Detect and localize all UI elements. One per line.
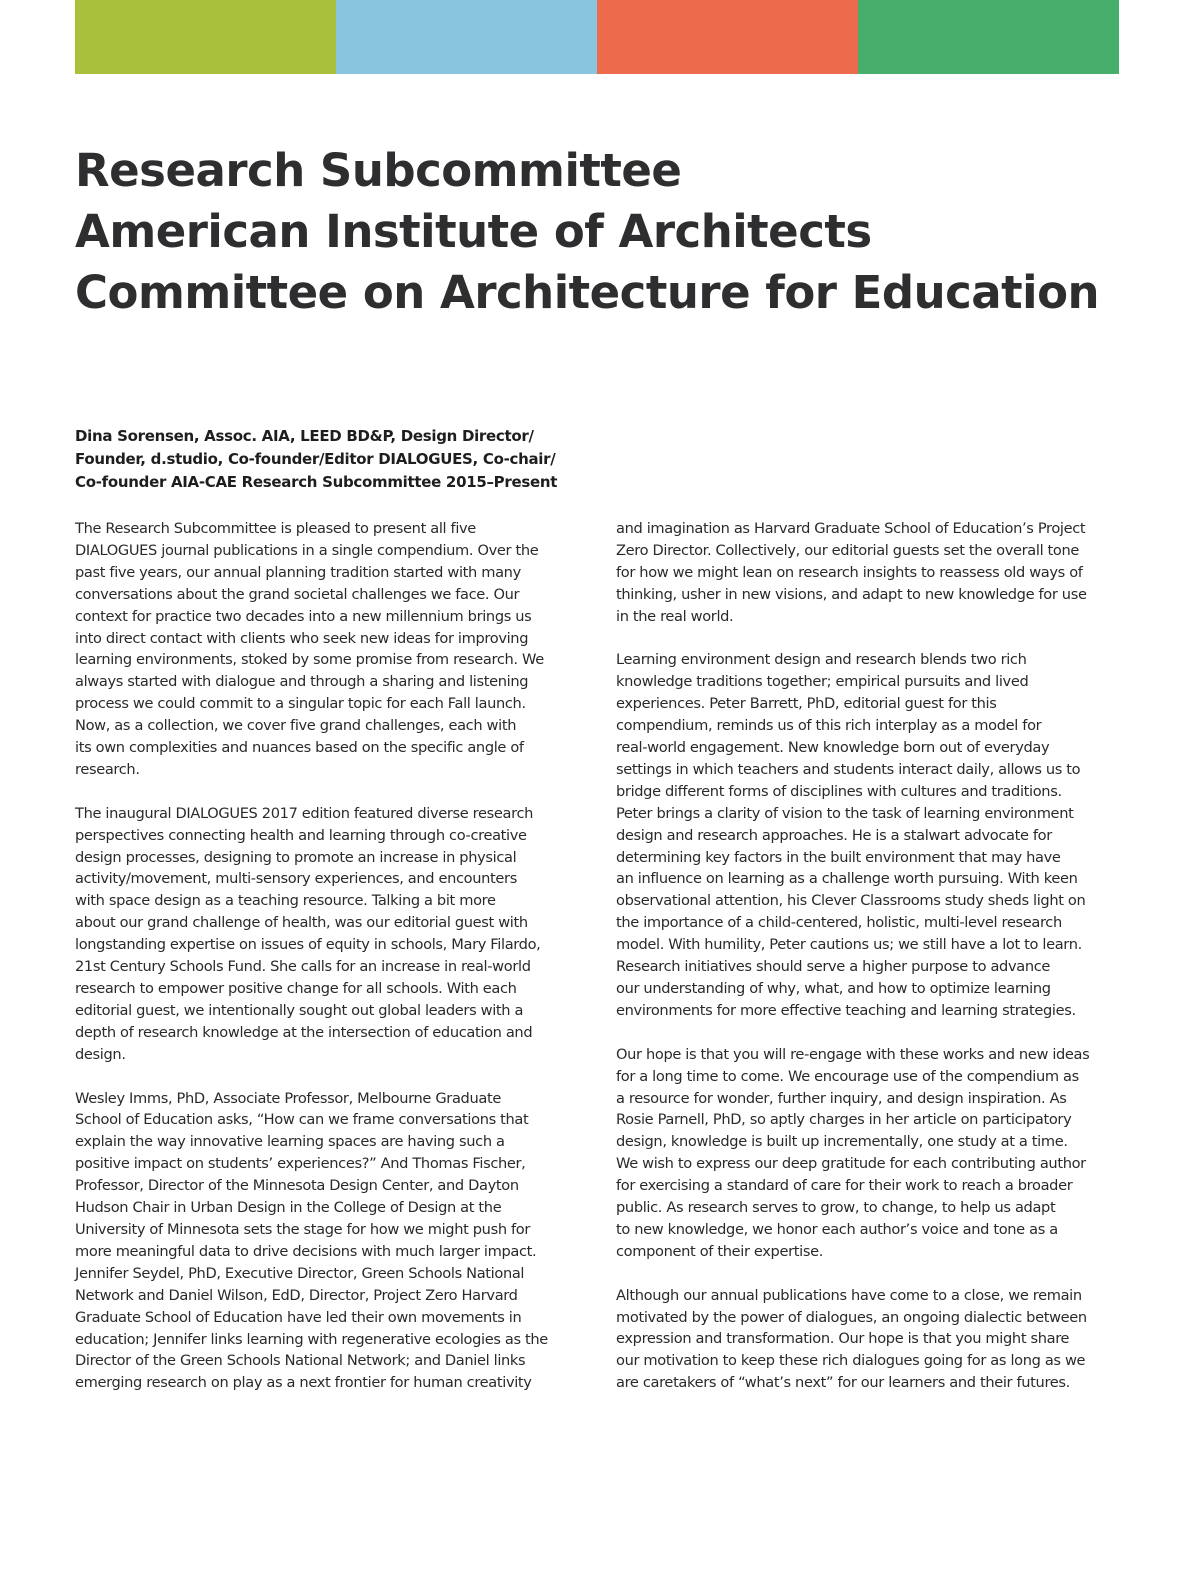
- body-paragraph: [616, 1285, 1131, 1395]
- body-paragraph: [616, 649, 1131, 1021]
- body-paragraph: [75, 518, 590, 781]
- body-text-line: Rosie Parnell, PhD, so aptly charges in her article on participatory: [616, 1111, 1072, 1129]
- body-text-line: Although our annual publications have come to a close, we remain: [616, 1286, 1082, 1304]
- body-paragraph: [616, 1044, 1131, 1263]
- body-text-line: process we could commit to a singular topic for each Fall launch.: [75, 695, 526, 713]
- body-text-line: its own complexities and nuances based on the specific angle of: [75, 739, 524, 757]
- body-text-line: conversations about the grand societal challenges we face. Our: [75, 585, 520, 603]
- body-text-line: The inaugural DIALOGUES 2017 edition featured diverse research: [75, 804, 534, 822]
- body-text-line: Wesley Imms, PhD, Associate Professor, Melbourne Graduate: [75, 1089, 501, 1107]
- body-text-line: determining key factors in the built environment that may have: [616, 848, 1061, 866]
- body-text-line: Learning environment design and research blends two rich: [616, 651, 1027, 669]
- body-text-line: our motivation to keep these rich dialogues going for as long as we: [616, 1352, 1086, 1370]
- body-text-line: context for practice two decades into a new millennium brings us: [75, 607, 532, 625]
- body-text-line: Graduate School of Education have led their own movements in: [75, 1308, 522, 1326]
- body-text-line: a resource for wonder, further inquiry, and design inspiration. As: [616, 1089, 1067, 1107]
- body-text-line: Jennifer Seydel, PhD, Executive Director, Green Schools National: [75, 1264, 525, 1282]
- body-text-line: for how we might lean on research insights to reassess old ways of: [616, 563, 1083, 581]
- body-text-line: design processes, designing to promote an increase in physical: [75, 848, 517, 866]
- body-text-line: component of their expertise.: [616, 1242, 823, 1260]
- left-text-column: [75, 518, 590, 1416]
- body-text-line: Now, as a collection, we cover five grand challenges, each with: [75, 717, 517, 735]
- body-text-line: settings in which teachers and students interact daily, allows us to: [616, 760, 1081, 778]
- body-text-line: research.: [75, 760, 140, 778]
- body-text-line: University of Minnesota sets the stage for how we might push for: [75, 1220, 531, 1238]
- body-text-line: into direct contact with clients who seek new ideas for improving: [75, 629, 529, 647]
- body-text-line: design and research approaches. He is a stalwart advocate for: [616, 826, 1052, 844]
- body-text-line: to new knowledge, we honor each author’s voice and tone as a: [616, 1220, 1058, 1238]
- body-text-line: design, knowledge is built up incrementally, one study at a time.: [616, 1133, 1068, 1151]
- body-text-line: Professor, Director of the Minnesota Design Center, and Dayton: [75, 1177, 519, 1195]
- body-text-line: The Research Subcommittee is pleased to present all five: [75, 520, 476, 537]
- byline-line: Co-founder AIA-CAE Research Subcommittee 2015–Present: [75, 473, 558, 491]
- body-text-line: more meaningful data to drive decisions with much larger impact.: [75, 1242, 537, 1260]
- body-paragraph: [616, 518, 1131, 628]
- byline-line: Founder, d.studio, Co-founder/Editor DIALOGUES, Co-chair/: [75, 450, 556, 468]
- body-text-line: editorial guest, we intentionally sought out global leaders with a: [75, 1001, 524, 1019]
- body-text-line: motivated by the power of dialogues, an ongoing dialectic between: [616, 1308, 1087, 1326]
- body-text-line: Peter brings a clarity of vision to the task of learning environment: [616, 804, 1074, 822]
- body-text-line: longstanding expertise on issues of equity in schools, Mary Filardo,: [75, 936, 541, 954]
- author-byline: [75, 425, 595, 494]
- body-text-line: Director of the Green Schools National Network; and Daniel links: [75, 1352, 526, 1370]
- body-text-line: environments for more effective teaching and learning strategies.: [616, 1001, 1076, 1019]
- body-text-line: knowledge traditions together; empirical pursuits and lived: [616, 673, 1029, 691]
- body-text-line: Network and Daniel Wilson, EdD, Director, Project Zero Harvard: [75, 1286, 518, 1304]
- color-bar-blue: [336, 0, 597, 74]
- body-text-line: observational attention, his Clever Classrooms study sheds light on: [616, 892, 1086, 910]
- body-text-line: always started with dialogue and through a sharing and listening: [75, 673, 529, 691]
- body-text-line: depth of research knowledge at the intersection of education and: [75, 1023, 533, 1041]
- body-text-line: perspectives connecting health and learning through co-creative: [75, 826, 527, 844]
- body-text-line: Our hope is that you will re-engage with these works and new ideas: [616, 1045, 1090, 1063]
- body-text-line: the importance of a child-centered, holistic, multi-level research: [616, 914, 1062, 932]
- body-text-line: an influence on learning as a challenge worth pursuing. With keen: [616, 870, 1078, 888]
- color-bar-teal-green: [858, 0, 1119, 74]
- body-text-line: bridge different forms of disciplines with cultures and traditions.: [616, 782, 1062, 800]
- body-text-line: Hudson Chair in Urban Design in the College of Design at the: [75, 1199, 502, 1217]
- body-text-line: education; Jennifer links learning with regenerative ecologies as the: [75, 1330, 548, 1348]
- body-text-line: for exercising a standard of care for their work to reach a broader: [616, 1177, 1073, 1195]
- body-text-line: and imagination as Harvard Graduate School of Education’s Project: [616, 520, 1086, 537]
- page-title: [75, 140, 1155, 323]
- title-line: Committee on Architecture for Education: [75, 266, 1100, 319]
- title-line: American Institute of Architects: [75, 205, 872, 258]
- body-text-line: 21st Century Schools Fund. She calls for an increase in real-world: [75, 958, 531, 976]
- body-text-line: thinking, usher in new visions, and adapt to new knowledge for use: [616, 585, 1087, 603]
- title-line: Research Subcommittee: [75, 144, 682, 197]
- body-text-line: We wish to express our deep gratitude for each contributing author: [616, 1155, 1086, 1173]
- body-text-line: experiences. Peter Barrett, PhD, editorial guest for this: [616, 695, 997, 713]
- body-text-line: activity/movement, multi-sensory experiences, and encounters: [75, 870, 517, 888]
- body-text-line: about our grand challenge of health, was our editorial guest with: [75, 914, 528, 932]
- body-text-line: learning environments, stoked by some promise from research. We: [75, 651, 544, 669]
- body-text-line: research to empower positive change for all schools. With each: [75, 980, 517, 998]
- body-paragraph: [75, 1088, 590, 1395]
- body-text-line: positive impact on students’ experiences?” And Thomas Fischer,: [75, 1155, 526, 1173]
- body-text-line: School of Education asks, “How can we frame conversations that: [75, 1111, 529, 1129]
- body-text-line: explain the way innovative learning spaces are having such a: [75, 1133, 505, 1151]
- color-bar-green: [75, 0, 336, 74]
- body-text-line: real-world engagement. New knowledge born out of everyday: [616, 739, 1050, 757]
- body-text-line: our understanding of why, what, and how to optimize learning: [616, 980, 1051, 998]
- body-text-line: design.: [75, 1045, 126, 1063]
- body-text-line: expression and transformation. Our hope is that you might share: [616, 1330, 1070, 1348]
- byline-line: Dina Sorensen, Assoc. AIA, LEED BD&P, Design Director/: [75, 427, 534, 445]
- body-text-line: model. With humility, Peter cautions us; we still have a lot to learn.: [616, 936, 1082, 954]
- body-text-line: are caretakers of “what’s next” for our learners and their futures.: [616, 1374, 1070, 1392]
- body-text-line: Zero Director. Collectively, our editorial guests set the overall tone: [616, 541, 1080, 559]
- body-text-line: with space design as a teaching resource. Talking a bit more: [75, 892, 496, 910]
- body-text-line: Research initiatives should serve a higher purpose to advance: [616, 958, 1051, 976]
- body-text-line: past five years, our annual planning tradition started with many: [75, 563, 521, 581]
- color-bar-orange: [597, 0, 858, 74]
- body-paragraph: [75, 803, 590, 1066]
- right-text-column: [616, 518, 1131, 1416]
- body-text-line: for a long time to come. We encourage use of the compendium as: [616, 1067, 1079, 1085]
- body-text-line: in the real world.: [616, 607, 734, 625]
- header-color-bar: [75, 0, 1119, 74]
- body-text-line: public. As research serves to grow, to change, to help us adapt: [616, 1199, 1056, 1217]
- body-text-line: emerging research on play as a next frontier for human creativity: [75, 1374, 532, 1392]
- body-text-line: compendium, reminds us of this rich interplay as a model for: [616, 717, 1042, 735]
- body-text-line: DIALOGUES journal publications in a single compendium. Over the: [75, 541, 539, 559]
